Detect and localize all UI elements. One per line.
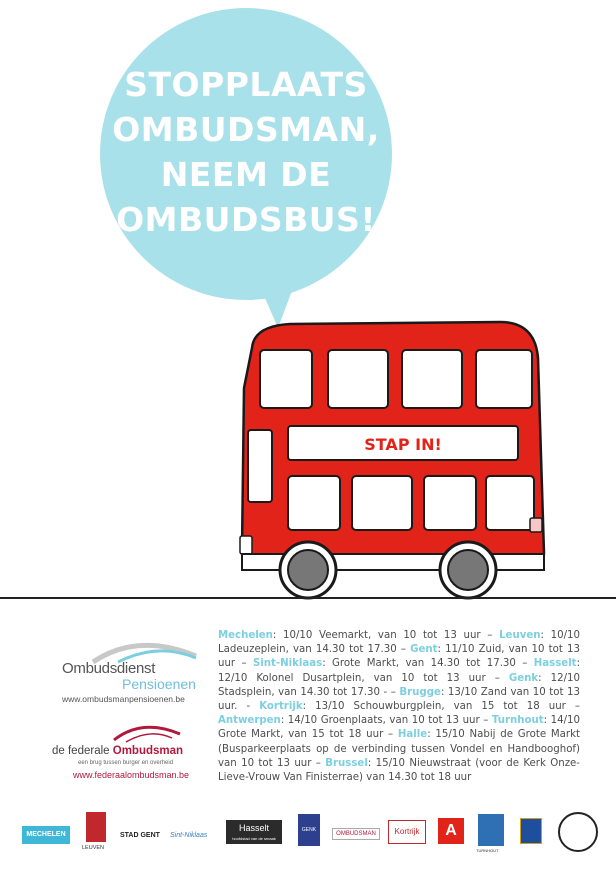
pensioenen-url[interactable]: www.ombudsmanpensioenen.be bbox=[62, 694, 185, 704]
sponsor-logos bbox=[0, 808, 616, 856]
logo-brussel-seal bbox=[558, 812, 598, 852]
logo-ombudsman: OMBUDSMAN bbox=[332, 828, 380, 840]
logo-hasselt: Hasselt hoofdstad van de smaak bbox=[226, 820, 282, 844]
logo-turnhout: TURNHOUT bbox=[476, 848, 499, 853]
schedule-city: Halle bbox=[397, 729, 428, 741]
schedule-details: : 11/10 Zuid, van 10 tot 13 uur – bbox=[218, 644, 580, 670]
tour-schedule bbox=[218, 629, 580, 785]
schedule-details: : 12/10 Kolonel Dusartplein, van 10 tot 13 uur – bbox=[218, 658, 580, 684]
logo-genk: GENK bbox=[298, 814, 320, 846]
federale-ombudsman-mark bbox=[112, 720, 182, 744]
pensioenen-title: Ombudsdienst bbox=[62, 660, 156, 677]
schedule-city: Turnhout bbox=[491, 715, 544, 727]
schedule-details: : 14/10 Grote Markt, van 15 tot 18 uur – bbox=[218, 715, 580, 741]
double-decker-bus bbox=[230, 318, 550, 608]
schedule-city: Leuven bbox=[499, 630, 541, 641]
schedule-details: : 15/10 Nieuwstraat (voor de Kerk Onze-Lieve-Vrouw Van Finisterrae) van 14.30 tot 18 uur bbox=[218, 757, 580, 784]
schedule-details: : 10/10 Ladeuzeplein, van 14.30 tot 17.30 – bbox=[218, 630, 580, 656]
logo-leuven: LEUVEN bbox=[82, 845, 105, 851]
schedule-details: : 15/10 Nabij de Grote Markt (Busparkeerplaats op de verbinding tussen Vondel en Handbooghof) van 10 tot 13 uur – bbox=[218, 729, 580, 769]
federale-ombudsman-url[interactable]: www.federaalombudsman.be bbox=[73, 770, 190, 780]
logo-ombudsdienst-pensioenen bbox=[40, 636, 200, 706]
federale-ombudsman-tagline: een brug tussen burger en overheid bbox=[78, 760, 174, 766]
bus-sign-text: STAP IN! bbox=[364, 435, 442, 454]
schedule-city: Kortrijk bbox=[259, 701, 303, 713]
logo-antwerpen: A bbox=[438, 818, 464, 844]
schedule-details: : 14/10 Groenplaats, van 10 tot 13 uur – bbox=[280, 715, 492, 727]
schedule-details: : 13/10 Zand van 10 tot 13 uur. - bbox=[218, 686, 580, 713]
schedule-city: Genk bbox=[508, 672, 539, 684]
logo-mechelen: MECHELEN bbox=[22, 826, 70, 844]
schedule-city: Mechelen bbox=[218, 630, 273, 641]
logo-leuven-shield bbox=[86, 812, 106, 842]
logo-kortrijk: Kortrijk bbox=[388, 820, 426, 844]
schedule-details: : Grote Markt, van 14.30 tot 17.30 – bbox=[322, 658, 534, 670]
headline bbox=[100, 62, 392, 242]
schedule-city: Sint-Niklaas bbox=[252, 658, 323, 670]
headline-line-3: NEEM DE bbox=[160, 155, 332, 194]
pensioenen-subtitle: Pensioenen bbox=[122, 676, 196, 692]
logo-sint-niklaas: Sint-Niklaas bbox=[170, 832, 208, 839]
schedule-city: Antwerpen bbox=[218, 715, 281, 727]
ground-line bbox=[0, 597, 616, 599]
schedule-city: Brugge bbox=[399, 686, 441, 698]
schedule-details: : 10/10 Veemarkt, van 10 tot 13 uur – bbox=[272, 630, 500, 641]
headline-line-4: OMBUDSBUS! bbox=[116, 200, 376, 239]
logo-turnhout-mark bbox=[478, 814, 504, 846]
federale-ombudsman-name: de federale Ombudsman bbox=[52, 745, 184, 757]
schedule-details: : 13/10 Schouwburgplein, van 15 tot 18 uur – bbox=[302, 701, 580, 713]
logo-gent: STAD GENT bbox=[120, 832, 160, 839]
schedule-city: Brussel bbox=[325, 757, 368, 769]
schedule-details: : 12/10 Stadsplein, van 14.30 tot 17.30 - – bbox=[218, 672, 580, 698]
headline-line-2: OMBUDSMAN, bbox=[112, 110, 380, 149]
schedule-city: Hasselt bbox=[533, 658, 577, 670]
logo-halle-shield bbox=[520, 818, 542, 844]
schedule-city: Gent bbox=[410, 644, 438, 656]
headline-line-1: STOPPLAATS bbox=[124, 65, 368, 104]
